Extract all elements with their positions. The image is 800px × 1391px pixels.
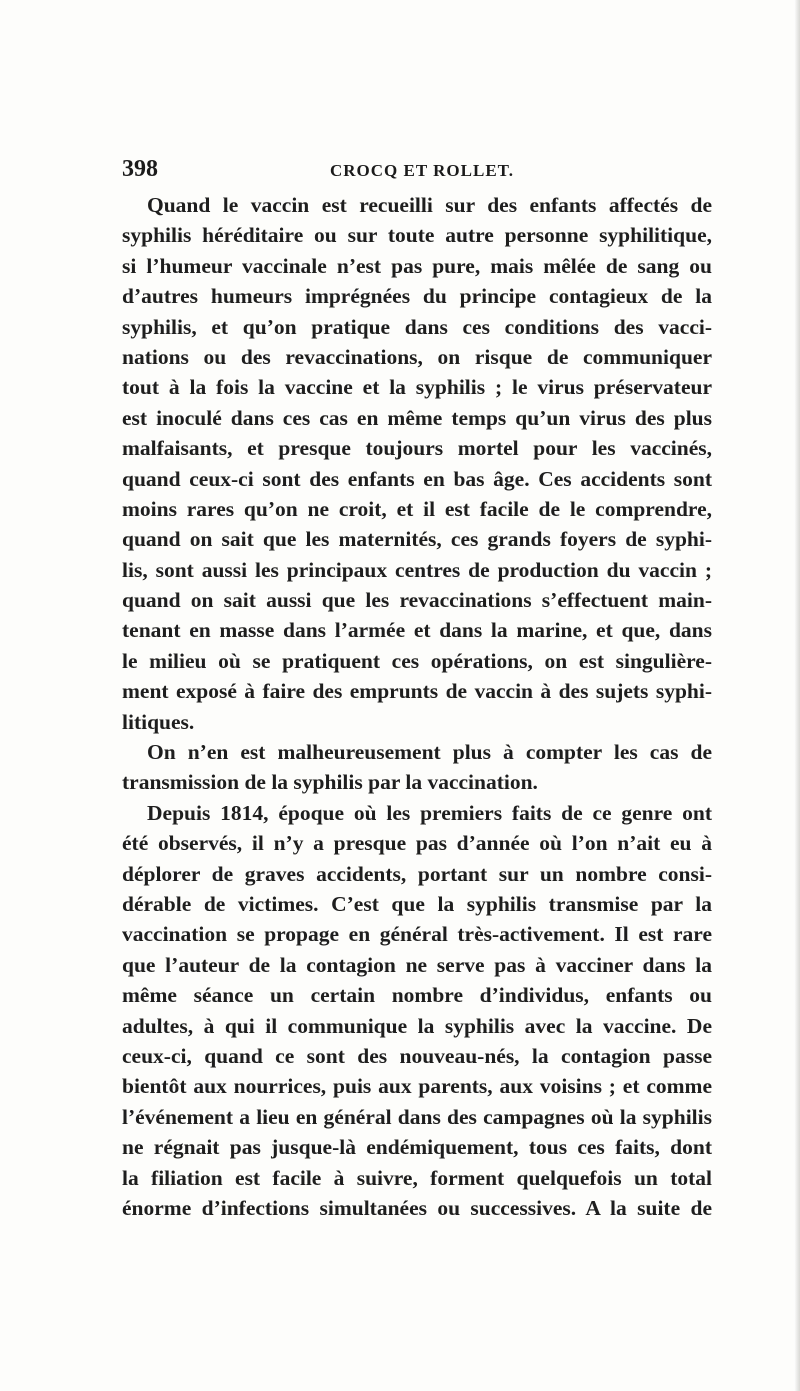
text-line: ne régnait pas jusque-là endémiquement, tous ces faits, dont	[122, 1135, 712, 1160]
text-line: été observés, il n’y a presque pas d’année où l’on n’ait eu à	[122, 831, 712, 856]
body-text	[122, 190, 712, 1223]
text-line: si l’humeur vaccinale n’est pas pure, mais mêlée de sang ou	[122, 253, 712, 278]
text-line: adultes, à qui il communique la syphilis avec la vaccine. De	[122, 1013, 712, 1038]
text-line: malfaisants, et presque toujours mortel pour les vaccinés,	[122, 436, 712, 461]
running-title: CROCQ ET ROLLET.	[330, 161, 514, 180]
text-line: lis, sont aussi les principaux centres de production du vaccin ;	[122, 557, 712, 582]
text-line: nations ou des revaccinations, on risque de communiquer	[122, 344, 712, 369]
text-line: Depuis 1814, époque où les premiers faits de ce genre ont	[147, 800, 712, 825]
text-line: déplorer de graves accidents, portant sur un nombre consi-	[122, 861, 712, 886]
page-header	[122, 152, 712, 186]
text-line: dérable de victimes. C’est que la syphilis transmise par la	[122, 891, 712, 916]
page-number: 398	[122, 156, 158, 182]
text-line: le milieu où se pratiquent ces opérations, on est singulière-	[122, 648, 712, 673]
text-line: syphilis héréditaire ou sur toute autre personne syphilitique,	[122, 223, 712, 248]
text-line: vaccination se propage en général très-activement. Il est rare	[122, 922, 712, 947]
text-line: litiques.	[122, 709, 195, 734]
text-line: Quand le vaccin est recueilli sur des enfants affectés de	[147, 193, 712, 217]
text-line: énorme d’infections simultanées ou successives. A la suite de	[122, 1195, 712, 1220]
text-line: transmission de la syphilis par la vaccination.	[122, 770, 538, 795]
text-line: l’événement a lieu en général dans des campagnes où la syphilis	[122, 1104, 712, 1129]
text-line: d’autres humeurs imprégnées du principe contagieux de la	[122, 284, 712, 309]
text-line: tenant en masse dans l’armée et dans la marine, et que, dans	[122, 618, 712, 643]
text-line: ment exposé à faire des emprunts de vaccin à des sujets syphi-	[122, 679, 712, 704]
text-line: On n’en est malheureusement plus à compter les cas de	[147, 740, 712, 765]
page-edge-shadow	[794, 0, 800, 1391]
text-line: même séance un certain nombre d’individus, enfants ou	[122, 983, 712, 1008]
text-line: la filiation est facile à suivre, forment quelquefois un total	[122, 1165, 712, 1190]
text-line: quand on sait que les maternités, ces grands foyers de syphi-	[122, 527, 712, 552]
text-line: que l’auteur de la contagion ne serve pas à vacciner dans la	[122, 952, 712, 977]
text-line: bientôt aux nourrices, puis aux parents, aux voisins ; et comme	[122, 1074, 712, 1099]
text-line: moins rares qu’on ne croit, et il est facile de le comprendre,	[122, 496, 712, 521]
text-line: quand on sait aussi que les revaccinations s’effectuent main-	[122, 588, 712, 613]
text-line: tout à la fois la vaccine et la syphilis ; le virus préservateur	[122, 375, 712, 400]
text-line: syphilis, et qu’on pratique dans ces conditions des vacci-	[122, 314, 712, 339]
text-line: ceux-ci, quand ce sont des nouveau-nés, la contagion passe	[122, 1043, 712, 1068]
text-line: est inoculé dans ces cas en même temps qu’un virus des plus	[122, 405, 712, 430]
text-line: quand ceux-ci sont des enfants en bas âge. Ces accidents sont	[122, 466, 712, 491]
